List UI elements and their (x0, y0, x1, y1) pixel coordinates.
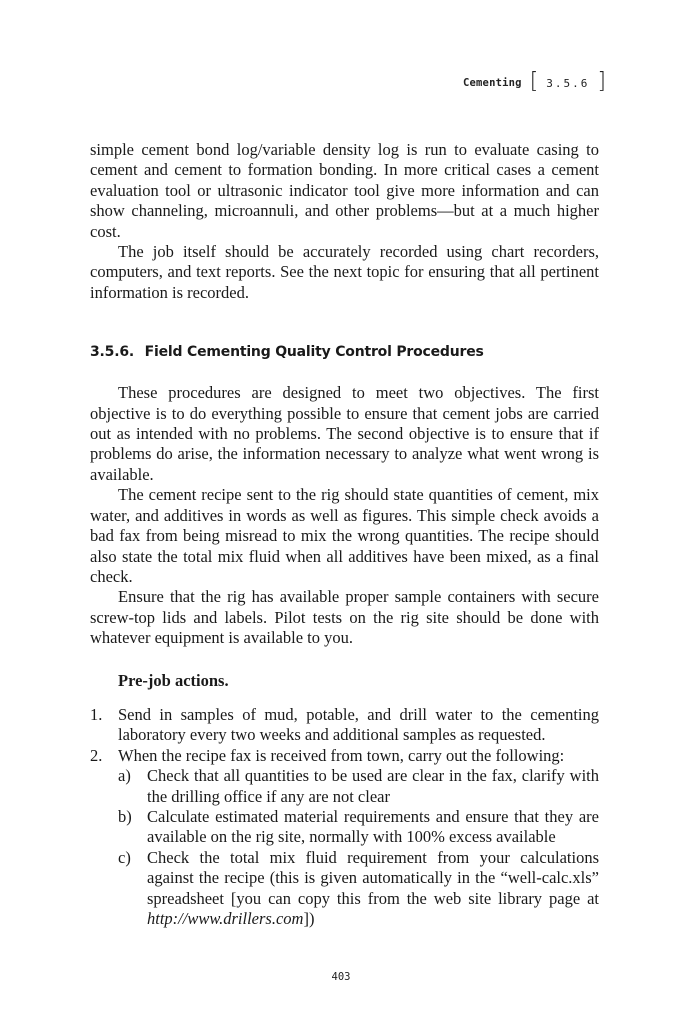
running-header-bracket-close: ] (597, 69, 606, 94)
running-header-section-number: 3.5.6 (546, 76, 590, 90)
prejob-list (90, 705, 599, 929)
prejob-heading: Pre-job actions. (118, 670, 229, 690)
sub-list-item (118, 766, 599, 807)
page-body (90, 140, 599, 929)
list-item-marker: 1. (90, 704, 103, 724)
intro-paragraph-2: The job itself should be accurately recorded using chart recorders, computers, and text reports. See the next topic for ensuring that all pertinent information is recorded. (90, 242, 599, 302)
section-heading (90, 342, 599, 362)
sub-list-item (118, 848, 599, 930)
list-item-text: When the recipe fax is received from town, carry out the following: (118, 745, 565, 765)
sub-list-item-marker: a) (118, 766, 131, 786)
page-number: 403 (331, 971, 351, 983)
sub-list (118, 766, 599, 929)
body-paragraph-3: Ensure that the rig has available proper sample containers with secure screw-top lids and labels. Pilot tests on the rig site should be done with whatever equipment is available to you. (90, 587, 599, 648)
sub-list-item-marker: b) (118, 806, 132, 826)
list-item (90, 705, 599, 746)
drillers-website-url: http://www.drillers.com (147, 909, 304, 928)
running-header-bracket-open: [ (529, 69, 539, 94)
section-heading-title: Field Cementing Quality Control Procedures (144, 344, 484, 361)
running-header (462, 69, 606, 94)
sub-list-item-text: Calculate estimated material requirements and ensure that they are available on the rig site, normally with 100% excess available (147, 806, 599, 847)
body-paragraph-2: The cement recipe sent to the rig should state quantities of cement, mix water, and additives in words as well as figures. This simple check avoids a bad fax from being misread to mix the wrong quantities. The recipe should also state the total mix fluid when all additives have been mixed, as a final check. (90, 485, 599, 586)
list-item (90, 746, 599, 930)
sub-list-item-text-after-url: ]) (303, 909, 315, 928)
sub-list-item-text-before-url: Check the total mix fluid requirement from your calculations against the recipe (this is given automatically in the “well-calc.xls” spreadsheet [you can copy this from the web site library page at (147, 847, 599, 908)
body-paragraph-1: These procedures are designed to meet two objectives. The first objective is to do everything possible to ensure that cement jobs are carried out as intended with no problems. The second objective is to ensure that if problems do arise, the information necessary to analyze what went wrong is available. (90, 383, 599, 484)
sub-list-item-marker: c) (118, 847, 131, 867)
intro-paragraph-1: simple cement bond log/variable density log is run to evaluate casing to cement and cement to formation bonding. In more critical cases a cement evaluation tool or ultrasonic indicator tool give more information and can show channeling, microannuli, and other problems—but at a much higher cost. (90, 140, 599, 241)
list-item-text: Send in samples of mud, potable, and drill water to the cementing laboratory every two weeks and additional samples as requested. (118, 704, 599, 745)
sub-list-item (118, 807, 599, 848)
section-heading-number: 3.5.6. (90, 344, 134, 361)
list-item-marker: 2. (90, 745, 103, 765)
sub-list-item-text: Check that all quantities to be used are clear in the fax, clarify with the drilling office if any are not clear (147, 766, 599, 806)
running-header-section-name: Cementing (462, 77, 522, 89)
